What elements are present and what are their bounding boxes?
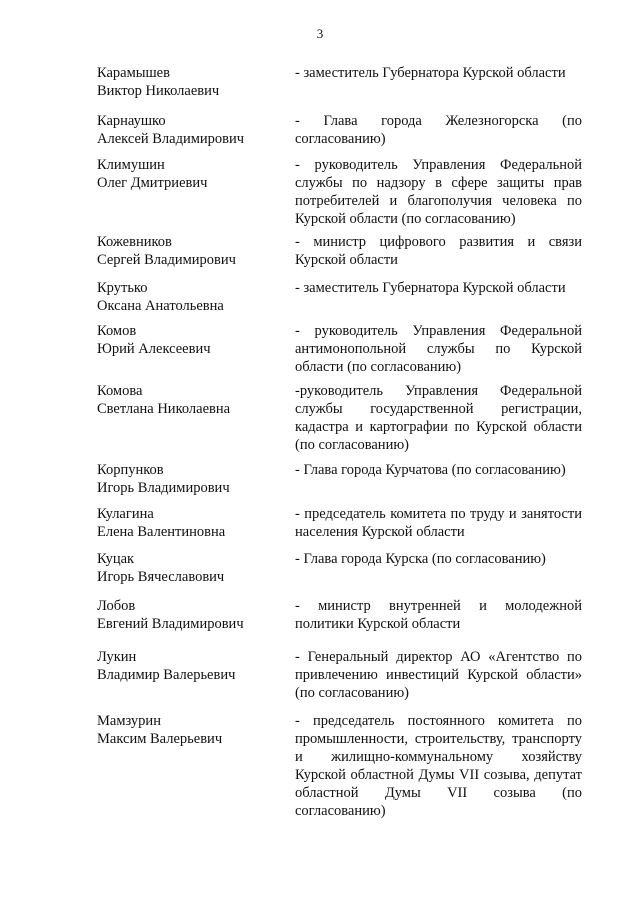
person-given-names: Юрий Алексеевич <box>97 341 211 357</box>
person-given-names: Олег Дмитриевич <box>97 175 208 191</box>
person-position: - руководитель Управления Федеральной антимонопольной службы по Курской области (по согласованию) <box>295 323 582 375</box>
person-surname: Крутько <box>97 280 148 296</box>
person-name <box>97 712 287 748</box>
person-given-names: Игорь Вячеславович <box>97 569 225 585</box>
person-given-names: Оксана Анатольевна <box>97 298 224 314</box>
person-given-names: Светлана Николаевна <box>97 401 231 417</box>
person-name <box>97 648 287 684</box>
person-name <box>97 461 287 497</box>
person-surname: Мамзурин <box>97 713 161 729</box>
person-given-names: Сергей Владимирович <box>97 252 236 268</box>
person-name <box>97 64 287 100</box>
person-position: - заместитель Губернатора Курской области <box>295 65 566 81</box>
person-position: - председатель постоянного комитета по промышленности, строительству, транспорту и жилищно-коммунальному хозяйству Курской областной Думы VII созыва, депутат областной Думы VII созыва (по согласованию) <box>295 713 582 819</box>
person-name <box>97 112 287 148</box>
person-name <box>97 322 287 358</box>
person-position: - министр цифрового развития и связи Курской области <box>295 234 582 268</box>
person-given-names: Алексей Владимирович <box>97 131 245 147</box>
person-position: - Глава города Курска (по согласованию) <box>295 551 546 567</box>
person-position: -руководитель Управления Федеральной службы государственной регистрации, кадастра и картографии по Курской области (по согласованию) <box>295 383 582 453</box>
person-surname: Лобов <box>97 598 136 614</box>
person-surname: Карнаушко <box>97 113 166 129</box>
person-surname: Кулагина <box>97 506 154 522</box>
person-given-names: Владимир Валерьевич <box>97 667 236 683</box>
page-number: 3 <box>316 26 324 41</box>
person-name <box>97 382 287 418</box>
person-name <box>97 597 287 633</box>
person-position: - руководитель Управления Федеральной службы по надзору в сфере защиты прав потребителей и благополучия человека по Курской области (по согласованию) <box>295 157 582 227</box>
person-surname: Куцак <box>97 551 135 567</box>
person-position: - Глава города Курчатова (по согласованию) <box>295 462 566 478</box>
person-position: - Глава города Железногорска (по согласованию) <box>295 113 582 147</box>
person-surname: Лукин <box>97 649 137 665</box>
person-surname: Комов <box>97 323 137 339</box>
person-position: - Генеральный директор АО «Агентство по привлечению инвестиций Курской области» (по согласованию) <box>295 649 582 701</box>
person-surname: Климушин <box>97 157 165 173</box>
person-surname: Комова <box>97 383 143 399</box>
person-position: - председатель комитета по труду и занятости населения Курской области <box>295 506 582 540</box>
person-position: - министр внутренней и молодежной политики Курской области <box>295 598 582 632</box>
person-surname: Корпунков <box>97 462 164 478</box>
person-given-names: Елена Валентиновна <box>97 524 226 540</box>
person-name <box>97 550 287 586</box>
person-name <box>97 156 287 192</box>
person-name <box>97 279 287 315</box>
person-position: - заместитель Губернатора Курской области <box>295 280 566 296</box>
person-given-names: Максим Валерьевич <box>97 731 223 747</box>
person-name <box>97 233 287 269</box>
person-surname: Кожевников <box>97 234 172 250</box>
person-name <box>97 505 287 541</box>
person-given-names: Виктор Николаевич <box>97 83 220 99</box>
person-given-names: Игорь Владимирович <box>97 480 230 496</box>
person-surname: Карамышев <box>97 65 170 81</box>
person-given-names: Евгений Владимирович <box>97 616 244 632</box>
